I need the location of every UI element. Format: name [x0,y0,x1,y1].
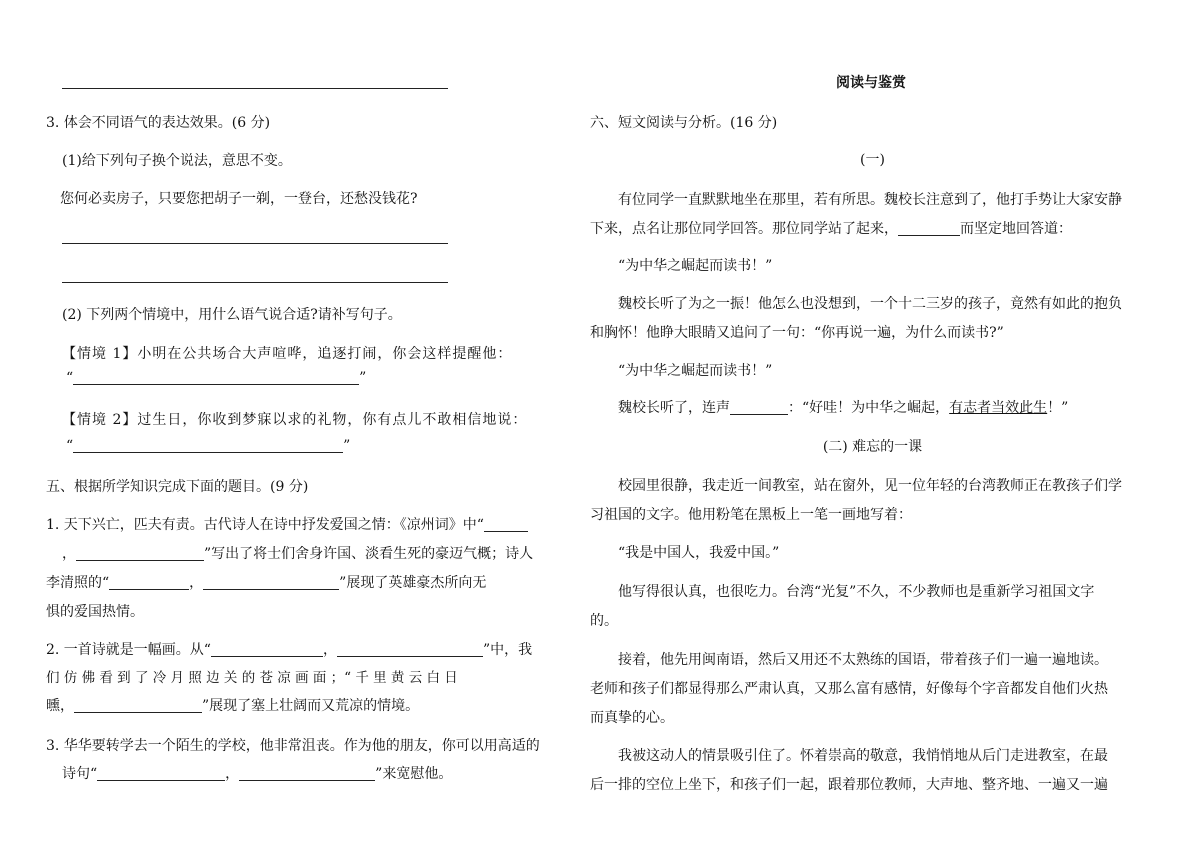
question-3-sub1: (1)给下列句子换个说法，意思不变。 [62,153,292,169]
comma: ， [189,575,204,591]
s5-q1-line3 [46,573,486,593]
answer-line[interactable] [62,88,448,89]
question-3-sentence: 您何必卖房子，只要您把胡子一剃，一登台，还愁没钱花? [60,191,418,207]
s5-q1-line4: 惧的爱国热情。 [46,604,144,620]
part-2-title: (二) 难忘的一课 [822,439,923,455]
s5-q3-text: ”来宽慰他。 [375,766,453,782]
s5-q1-blank-2[interactable] [76,546,204,561]
scene-1-blank[interactable] [73,370,359,385]
question-3-title: 3. 体会不同语气的表达效果。(6 分) [46,115,271,131]
part-1-title: (一) [860,152,885,168]
part-1-p2-line2: 和胸怀！他睁大眼睛又追问了一句：“你再说一遍，为什么而读书?” [590,325,1004,341]
part-2-p3-line3: 而真挚的心。 [590,710,674,726]
s5-q1-blank-3[interactable] [109,575,189,590]
part-1-p1-line2 [590,219,1072,239]
part-2-quote: “我是中国人，我爱中国。” [618,545,780,561]
s5-q2-text: 曛， [46,698,74,714]
close-quote: ” [343,438,351,454]
section-6-title: 六、短文阅读与分析。(16 分) [590,115,778,131]
open-quote: “ [66,438,74,454]
open-quote: “ [66,370,74,386]
scene-2-prompt: 【情境 2】过生日，你收到梦寐以求的礼物，你有点儿不敢相信地说： [62,412,528,428]
s5-q3-text: 诗句“ [62,766,98,782]
part-2-p3-line1: 接着，他先用闽南语，然后又用还不太熟练的国语，带着孩子们一遍一遍地读。 [618,652,1108,668]
s5-q3-line2 [62,764,452,784]
paragraph-text: ：“好哇！为中华之崛起， [788,400,950,416]
s5-q1-text: 李清照的“ [46,575,110,591]
scene-1-answer-row [66,368,366,388]
s5-q1-blank-1[interactable] [484,517,528,532]
part-2-p4-line2: 后一排的空位上坐下，和孩子们一起，跟着那位教师，大声地、整齐地、一遍又一遍 [590,777,1108,793]
underlined-phrase: 有志者当效此生 [949,400,1048,416]
part-1-quote-1: “为中华之崛起而读书！” [618,258,773,274]
part-1-quote-2: “为中华之崛起而读书！” [618,363,773,379]
s5-q1-text: 1. 天下兴亡，匹夫有责。古代诗人在诗中抒发爱国之情：《凉州词》中“ [46,517,484,533]
paragraph-text: 而坚定地回答道： [960,221,1072,237]
comma: ， [322,642,337,658]
s5-q3-line1: 3. 华华要转学去一个陌生的学校，他非常沮丧。作为他的朋友，你可以用高适的 [46,738,540,754]
part-2-p2-line2: 的。 [590,613,618,629]
s5-q2-blank-2[interactable] [337,642,483,657]
s5-q3-blank-2[interactable] [239,766,375,781]
part-1-p2-line1: 魏校长听了为之一振！他怎么也没想到，一个十二三岁的孩子，竟然有如此的抱负 [618,296,1122,312]
answer-line[interactable] [62,282,448,283]
part-2-p1-line1: 校园里很静，我走近一间教室，站在窗外，见一位年轻的台湾教师正在教孩子们学 [618,478,1122,494]
s5-q1-line1 [46,515,528,535]
reading-heading: 阅读与鉴赏 [836,75,906,91]
part-1-blank-2[interactable] [730,400,788,415]
answer-line[interactable] [62,243,448,244]
right-column [590,0,1165,848]
part-1-p3 [618,398,1068,418]
s5-q1-blank-4[interactable] [203,575,339,590]
comma: ， [62,546,76,562]
part-2-p4-line1: 我被这动人的情景吸引住了。怀着崇高的敬意，我悄悄地从后门走进教室，在最 [618,748,1108,764]
scene-1-prompt: 【情境 1】小明在公共场合大声喧哗，追逐打闹，你会这样提醒他： [62,346,513,362]
s5-q2-blank-1[interactable] [211,642,323,657]
s5-q3-blank-1[interactable] [97,766,225,781]
paragraph-text: 下来，点名让那位同学回答。那位同学站了起来， [590,221,898,237]
s5-q2-line2: 们 仿 佛 看 到 了 冷 月 照 边 关 的 苍 凉 画 面 ；“ 千 里 黄 云 白 日 [46,670,458,686]
left-column [42,0,572,848]
s5-q2-line3 [46,696,419,716]
part-2-p3-line2: 老师和孩子们都显得那么严肃认真，又那么富有感情，好像每个字音都发自他们火热 [590,681,1108,697]
scene-2-answer-row [66,436,350,456]
s5-q2-text: ”展现了塞上壮阔而又荒凉的情境。 [202,698,420,714]
s5-q2-line1 [46,640,532,660]
part-2-p2-line1: 他写得很认真，也很吃力。台湾“光复”不久，不少教师也是重新学习祖国文字 [618,584,1095,600]
scene-2-blank[interactable] [73,438,343,453]
part-2-p1-line2: 习祖国的文字。他用粉笔在黑板上一笔一画地写着： [590,507,912,523]
s5-q1-line2 [62,544,533,564]
part-1-blank-1[interactable] [898,221,960,236]
paragraph-text: ！” [1047,400,1069,416]
section-5-title: 五、根据所学知识完成下面的题目。(9 分) [46,479,309,495]
s5-q2-blank-3[interactable] [74,698,202,713]
close-quote: ” [359,370,367,386]
part-1-p1-line1: 有位同学一直默默地坐在那里，若有所思。魏校长注意到了，他打手势让大家安静 [618,192,1122,208]
comma: ， [225,766,240,782]
s5-q1-text: ”展现了英雄豪杰所向无 [339,575,487,591]
s5-q2-text: ”中，我 [482,642,533,658]
paragraph-text: 魏校长听了，连声 [618,400,730,416]
s5-q2-text: 2. 一首诗就是一幅画。从“ [46,642,211,658]
s5-q1-text: ”写出了将士们舍身许国、淡看生死的豪迈气概；诗人 [204,546,534,562]
question-3-sub2: (2) 下列两个情境中，用什么语气说合适?请补写句子。 [62,307,402,323]
